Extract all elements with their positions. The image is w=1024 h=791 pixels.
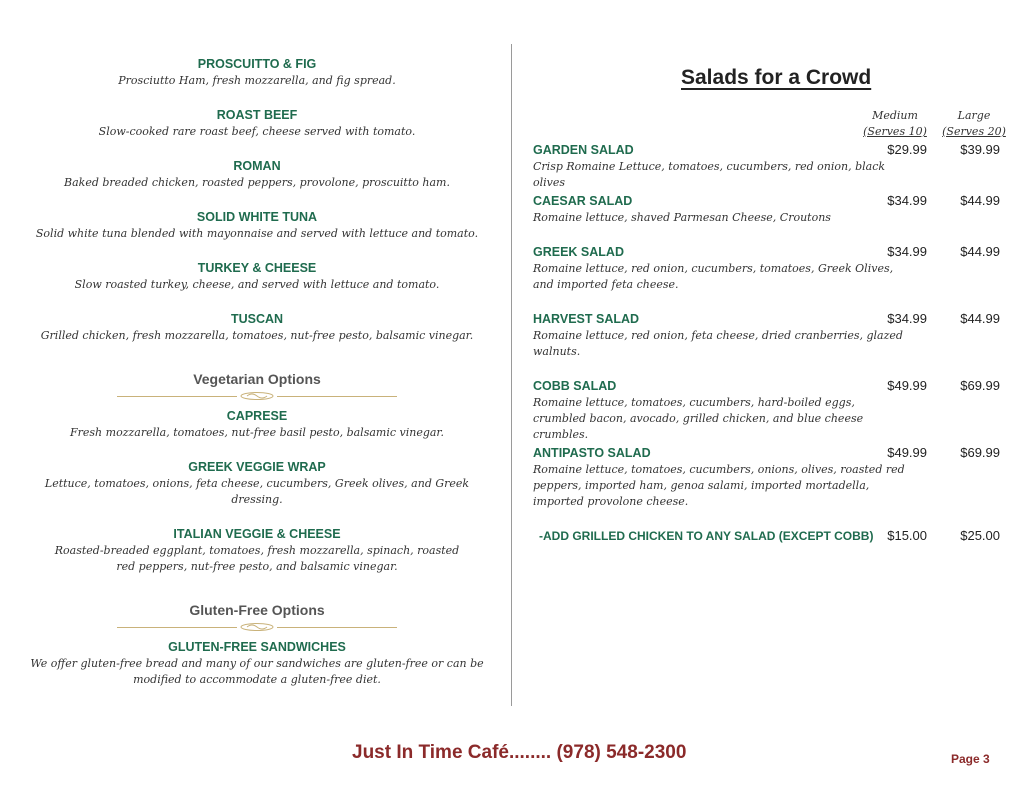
salad-name: HARVEST SALAD (533, 312, 640, 326)
salad-item (533, 377, 1008, 443)
price-large: $44.99 (960, 244, 1000, 259)
salad-description: Crisp Romaine Lettuce, tomatoes, cucumbers, red onion, black olives (533, 160, 886, 189)
price-medium: $34.99 (887, 311, 927, 326)
item-description: Fresh mozzarella, tomatoes, nut-free basil pesto, balsamic vinegar. (70, 426, 444, 439)
size-label: Large (957, 109, 991, 122)
salad-description: Romaine lettuce, red onion, cucumbers, tomatoes, Greek Olives, and imported feta cheese. (533, 262, 894, 291)
item-name: CAPRESE (226, 409, 288, 423)
flourish-icon (237, 622, 277, 632)
item-name: ROAST BEEF (216, 108, 298, 122)
item-description: Roasted-breaded eggplant, tomatoes, fresh mozzarella, spinach, roasted red peppers, nut-free pesto, and balsamic vinegar. (54, 544, 460, 573)
price-large: $25.00 (960, 528, 1000, 543)
item-name: GREEK VEGGIE WRAP (188, 460, 326, 474)
vegetarian-heading: Vegetarian Options (193, 371, 321, 387)
price-medium: $49.99 (887, 445, 927, 460)
salad-item (533, 444, 1008, 510)
item-name: TUSCAN (230, 312, 284, 326)
menu-item (20, 311, 494, 344)
salads-title: Salads for a Crowd (681, 66, 872, 89)
salad-item (533, 310, 1008, 360)
addon-name: -ADD GRILLED CHICKEN TO ANY SALAD (EXCEPT COBB) (539, 529, 874, 543)
column-divider (511, 44, 512, 706)
page-number: Page 3 (951, 752, 990, 766)
price-large: $69.99 (960, 445, 1000, 460)
price-large: $44.99 (960, 311, 1000, 326)
salad-name: CAESAR SALAD (533, 194, 633, 208)
item-description: We offer gluten-free bread and many of our sandwiches are gluten-free or can be modified to accommodate a gluten-free diet. (30, 657, 484, 686)
item-name: ITALIAN VEGGIE & CHEESE (173, 527, 341, 541)
item-name: PROSCUITTO & FIG (197, 57, 317, 71)
item-name: GLUTEN-FREE SANDWICHES (168, 640, 346, 654)
menu-item (20, 408, 494, 441)
item-name: ROMAN (233, 159, 281, 173)
price-large: $39.99 (960, 142, 1000, 157)
menu-item (20, 639, 494, 688)
menu-item (20, 526, 494, 575)
menu-item (20, 107, 494, 140)
salad-description: Romaine lettuce, shaved Parmesan Cheese, Croutons (533, 211, 831, 224)
menu-item (20, 459, 494, 508)
item-name: TURKEY & CHEESE (197, 261, 317, 275)
size-header-large (934, 108, 1014, 140)
price-large: $69.99 (960, 378, 1000, 393)
salad-description: Romaine lettuce, tomatoes, cucumbers, onions, olives, roasted red peppers, imported ham, genoa salami, imported mortadella, imported provolone cheese. (533, 463, 905, 508)
salad-name: GARDEN SALAD (533, 143, 634, 157)
price-large: $44.99 (960, 193, 1000, 208)
item-description: Slow-cooked rare roast beef, cheese served with tomato. (98, 125, 416, 138)
ornament-divider (117, 390, 397, 402)
salad-name: COBB SALAD (533, 379, 617, 393)
item-name: SOLID WHITE TUNA (196, 210, 318, 224)
menu-item (20, 209, 494, 242)
size-header-medium (855, 108, 935, 140)
item-description: Grilled chicken, fresh mozzarella, tomatoes, nut-free pesto, balsamic vinegar. (40, 329, 474, 342)
addon-item (533, 527, 1008, 545)
menu-item (20, 158, 494, 191)
item-description: Prosciutto Ham, fresh mozzarella, and fig spread. (118, 74, 396, 87)
flourish-icon (237, 391, 277, 401)
salad-name: GREEK SALAD (533, 245, 624, 259)
salad-item (533, 192, 1008, 226)
size-label: Medium (872, 109, 918, 122)
item-description: Slow roasted turkey, cheese, and served with lettuce and tomato. (74, 278, 440, 291)
gluten-free-heading: Gluten-Free Options (189, 602, 325, 618)
price-medium: $15.00 (887, 528, 927, 543)
price-medium: $49.99 (887, 378, 927, 393)
price-medium: $34.99 (887, 244, 927, 259)
salad-name: ANTIPASTO SALAD (533, 446, 651, 460)
price-medium: $29.99 (887, 142, 927, 157)
ornament-divider (117, 621, 397, 633)
menu-item (20, 56, 494, 89)
salad-description: Romaine lettuce, red onion, feta cheese, dried cranberries, glazed walnuts. (533, 329, 903, 358)
item-description: Lettuce, tomatoes, onions, feta cheese, cucumbers, Greek olives, and Greek dressing. (44, 477, 470, 506)
sandwich-column (20, 56, 494, 706)
salad-item (533, 243, 1008, 293)
price-medium: $34.99 (887, 193, 927, 208)
menu-item (20, 260, 494, 293)
item-description: Baked breaded chicken, roasted peppers, provolone, proscuitto ham. (64, 176, 450, 189)
salad-item (533, 141, 1008, 191)
footer-cafe-phone: Just In Time Café........ (978) 548-2300 (352, 742, 687, 763)
size-serves: (Serves 10) (863, 125, 927, 138)
size-serves: (Serves 20) (942, 125, 1006, 138)
salad-description: Romaine lettuce, tomatoes, cucumbers, hard-boiled eggs, crumbled bacon, avocado, grilled chicken, and blue cheese crumbles. (533, 396, 864, 441)
item-description: Solid white tuna blended with mayonnaise and served with lettuce and tomato. (35, 227, 479, 240)
